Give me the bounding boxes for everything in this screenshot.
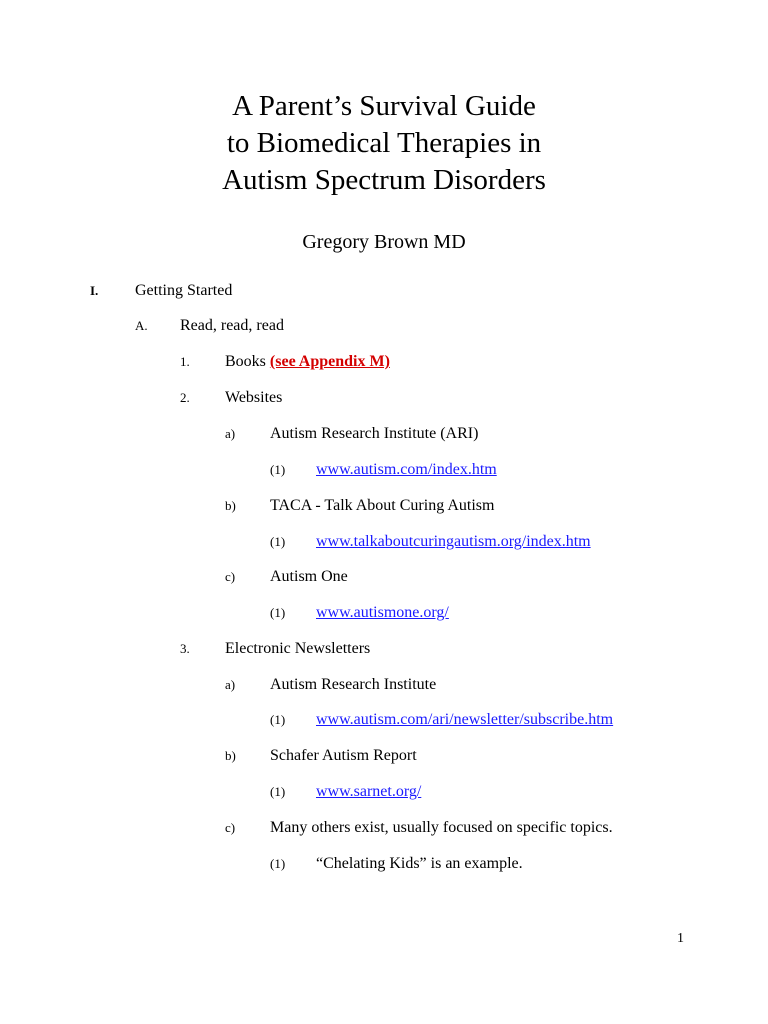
author-name: Gregory Brown MD	[302, 231, 466, 253]
outline-item-2b	[0, 494, 768, 518]
website-link[interactable]: www.autism.com/ari/newsletter/subscribe.htm	[316, 711, 614, 728]
page-number: 1	[677, 931, 684, 946]
outline-marker: (1)	[270, 712, 286, 727]
outline-marker: b)	[225, 748, 236, 763]
outline-marker: b)	[225, 498, 236, 513]
outline-item-3a	[0, 673, 768, 697]
website-link[interactable]: www.sarnet.org/	[316, 783, 422, 800]
outline-marker: (1)	[270, 462, 286, 477]
outline-text: Getting Started	[135, 282, 233, 299]
outline-text: “Chelating Kids” is an example.	[316, 855, 523, 872]
appendix-reference[interactable]: (see Appendix M)	[269, 353, 390, 370]
outline-marker: 3.	[180, 641, 190, 656]
outline-marker: c)	[225, 820, 236, 835]
outline-marker: a)	[225, 677, 236, 692]
outline-text: Books	[225, 353, 266, 370]
outline-item-3b	[0, 744, 768, 768]
outline-item-2c1	[0, 601, 768, 625]
outline-item-3c1	[0, 852, 768, 876]
outline-text: Many others exist, usually focused on specific topics.	[270, 819, 613, 836]
outline-marker: 2.	[180, 390, 190, 405]
outline-text: Electronic Newsletters	[225, 640, 371, 657]
outline-text: TACA - Talk About Curing Autism	[270, 497, 495, 514]
outline-item-3b1	[0, 780, 768, 804]
outline-marker: c)	[225, 569, 236, 584]
outline-item-3a1	[0, 708, 768, 732]
outline-text: Websites	[225, 389, 283, 406]
outline-marker: a)	[225, 426, 236, 441]
outline-text: Read, read, read	[180, 317, 284, 334]
outline-item-a	[0, 314, 768, 338]
title-line-2: to Biomedical Therapies in	[226, 127, 542, 159]
outline-item-3c	[0, 816, 768, 840]
outline-section-i	[0, 279, 768, 303]
outline-item-2a	[0, 422, 768, 446]
title-line-1: A Parent’s Survival Guide	[232, 90, 536, 122]
outline-item-2b1	[0, 530, 768, 554]
outline-text: Autism Research Institute	[270, 676, 437, 693]
outline-marker: I.	[90, 283, 99, 298]
outline-marker: 1.	[180, 354, 190, 369]
website-link[interactable]: www.autism.com/index.htm	[316, 461, 497, 478]
title-line-3: Autism Spectrum Disorders	[222, 164, 546, 196]
outline-marker: (1)	[270, 856, 286, 871]
outline-item-1	[0, 350, 768, 374]
outline-marker: (1)	[270, 784, 286, 799]
outline-text: Autism One	[270, 568, 348, 585]
document-title	[0, 88, 768, 199]
outline-text: Autism Research Institute (ARI)	[270, 425, 479, 442]
outline-marker: A.	[135, 318, 148, 333]
outline-text: Schafer Autism Report	[270, 747, 417, 764]
website-link[interactable]: www.talkaboutcuringautism.org/index.htm	[316, 533, 591, 550]
outline-item-2a1	[0, 458, 768, 482]
outline-marker: (1)	[270, 605, 286, 620]
outline-item-2	[0, 386, 768, 410]
outline-item-3	[0, 637, 768, 661]
outline-marker: (1)	[270, 534, 286, 549]
outline-text-with-ref	[225, 350, 390, 374]
website-link[interactable]: www.autismone.org/	[316, 604, 449, 621]
outline-item-2c	[0, 565, 768, 589]
